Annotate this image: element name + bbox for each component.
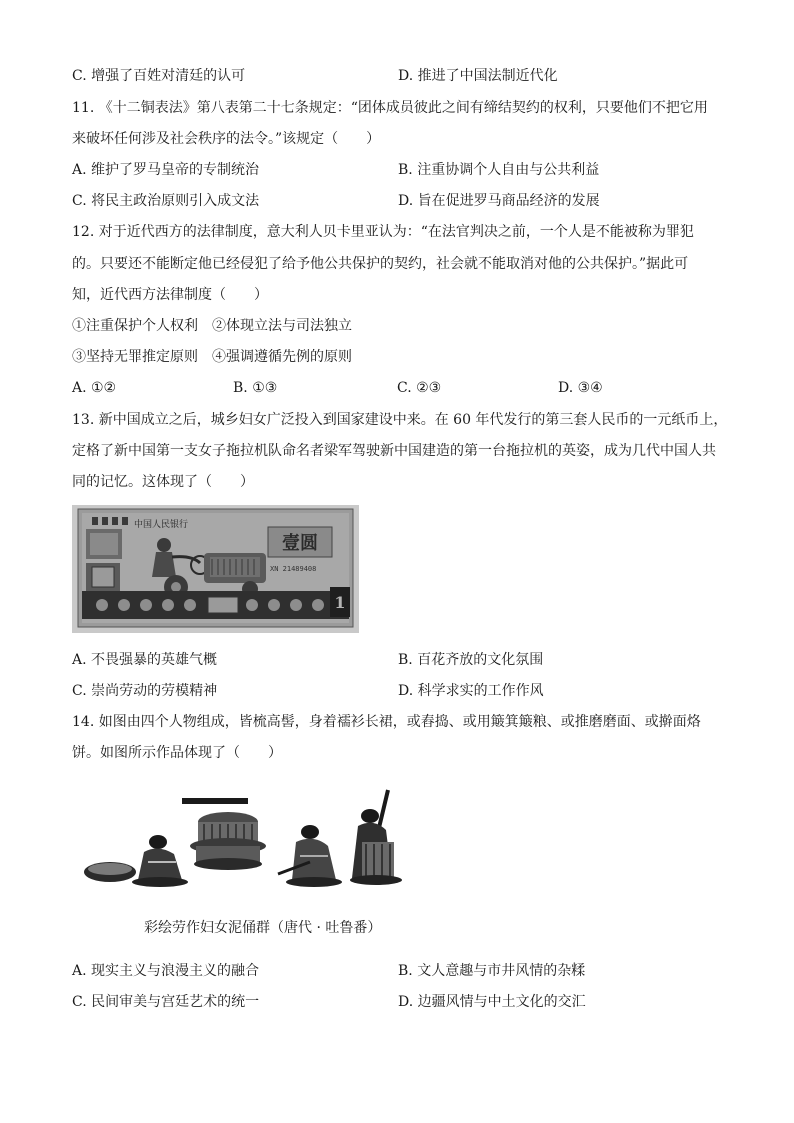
- q12-option-c: C. ②③: [397, 380, 442, 396]
- q11-option-a: A. 维护了罗马皇帝的专制统治: [72, 162, 260, 178]
- clay-figurines-image: [78, 782, 418, 900]
- q14-stem-line-2: 饼。如图所示作品体现了（ ）: [72, 745, 282, 761]
- q13-option-b: B. 百花齐放的文化氛围: [398, 652, 544, 668]
- q13-stem-line-2: 定格了新中国第一支女子拖拉机队命名者梁军驾驶新中国建造的第一台拖拉机的英姿，成为几代中国人共: [72, 443, 716, 459]
- banknote-image: [72, 505, 359, 633]
- q13-option-a: A. 不畏强暴的英雄气概: [72, 652, 218, 668]
- q12-stem-line-3: 知，近代西方法律制度（ ）: [72, 287, 268, 303]
- q13-stem-line-3: 同的记忆。这体现了（ ）: [72, 474, 254, 490]
- q14-option-b: B. 文人意趣与市井风情的杂糅: [398, 963, 586, 979]
- q12-stem-line-1: 12. 对于近代西方的法律制度，意大利人贝卡里亚认为：“在法官判决之前，一个人是不能被称为罪犯: [72, 224, 694, 240]
- q14-stem-line-1: 14. 如图由四个人物组成，皆梳高髻，身着襦衫长裙，或舂捣、或用簸箕簸粮、或推磨磨面、或擀面烙: [72, 714, 701, 730]
- q14-option-c: C. 民间审美与宫廷艺术的统一: [72, 994, 260, 1010]
- q10-option-d: D. 推进了中国法制近代化: [398, 68, 558, 84]
- q13-stem-line-1: 13. 新中国成立之后，城乡妇女广泛投入到国家建设中来。在 60 年代发行的第三套人民币的一元纸币上，: [72, 412, 728, 428]
- q14-option-a: A. 现实主义与浪漫主义的融合: [72, 963, 260, 979]
- q13-option-c: C. 崇尚劳动的劳模精神: [72, 683, 218, 699]
- q12-option-a: A. ①②: [72, 380, 117, 396]
- q11-option-b: B. 注重协调个人自由与公共利益: [398, 162, 600, 178]
- q12-items-line-2: ③坚持无罪推定原则 ④强调遵循先例的原则: [72, 349, 352, 365]
- q11-stem-line-2: 来破坏任何涉及社会秩序的法令。”该规定（ ）: [72, 131, 381, 147]
- q14-figure-caption: 彩绘劳作妇女泥俑群（唐代 · 吐鲁番）: [144, 920, 382, 936]
- banknote-serial: XN 21489408: [270, 565, 317, 573]
- q11-option-d: D. 旨在促进罗马商品经济的发展: [398, 193, 600, 209]
- q11-option-c: C. 将民主政治原则引入成文法: [72, 193, 260, 209]
- q11-stem-line-1: 11. 《十二铜表法》第八表第二十七条规定：“团体成员彼此之间有缔结契约的权利，只要他们不把它用: [72, 100, 708, 116]
- q12-option-d: D. ③④: [558, 380, 603, 396]
- q14-option-d: D. 边疆风情与中土文化的交汇: [398, 994, 586, 1010]
- q10-option-c: C. 增强了百姓对清廷的认可: [72, 68, 246, 84]
- banknote-digit: 1: [334, 593, 346, 612]
- q12-option-b: B. ①③: [233, 380, 278, 396]
- banknote-value-text: 壹圆: [282, 533, 318, 554]
- q12-items-line-1: ①注重保护个人权利 ②体现立法与司法独立: [72, 318, 352, 334]
- q12-stem-line-2: 的。只要还不能断定他已经侵犯了给予他公共保护的契约，社会就不能取消对他的公共保护。”据此可: [72, 256, 689, 272]
- q13-option-d: D. 科学求实的工作作风: [398, 683, 544, 699]
- banknote-bank-name: 中国人民银行: [134, 520, 189, 530]
